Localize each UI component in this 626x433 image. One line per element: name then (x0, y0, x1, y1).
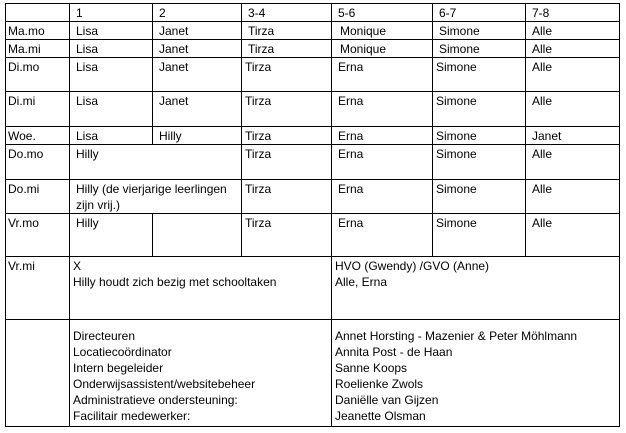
cell-group-1: Hilly (70, 214, 153, 257)
cell-group-5-6: Erna (332, 58, 433, 92)
staff-name: Annita Post - de Haan (335, 345, 453, 359)
header-cell-1: 1 (70, 4, 153, 22)
staff-label-empty (6, 320, 70, 427)
cell-group-3-4: Tirza (242, 40, 332, 58)
cell-group-1: Lisa (70, 58, 153, 92)
row-woe (6, 127, 620, 145)
cell-group-7-8: Alle (526, 145, 620, 180)
cell-group-3-4: Tirza (242, 214, 332, 257)
day-label: Do.mi (6, 180, 70, 214)
staff-role: Locatiecoördinator (73, 345, 172, 359)
cell-group-3-4: Tirza (242, 92, 332, 127)
staff-role: Directeuren (73, 329, 136, 343)
cell-group-6-7: Simone (433, 58, 526, 92)
cell-group-6-7: Simone (433, 22, 526, 40)
cell-group-7-8: Alle (526, 92, 620, 127)
cell-group-1: Lisa (70, 127, 153, 145)
schedule-table (5, 3, 620, 427)
row-domi (6, 180, 620, 214)
staff-role: Administratieve ondersteuning: (73, 393, 238, 407)
header-cell-2: 2 (153, 4, 242, 22)
day-label: Ma.mi (6, 40, 70, 58)
row-vrmo (6, 214, 620, 257)
row-domo (6, 145, 620, 180)
cell-group-3-4: Tirza (242, 58, 332, 92)
cell-group-6-7: Simone (433, 145, 526, 180)
cell-group-5-6: Erna (332, 92, 433, 127)
cell-group-3-4: Tirza (242, 180, 332, 214)
staff-name: Jeanette Olsman (335, 409, 426, 423)
cell-group-6-7: Simone (433, 127, 526, 145)
cell-group-2: Janet (153, 22, 242, 40)
cell-group-1-2: Hilly (de vierjarige leerlingen zijn vrij.) (70, 180, 242, 214)
cell-group-2: Janet (153, 58, 242, 92)
cell-group-2: Hilly (153, 127, 242, 145)
staff-row (6, 320, 620, 427)
cell-group-7-8: Alle (526, 40, 620, 58)
day-label: Ma.mo (6, 22, 70, 40)
row-mamo (6, 22, 620, 40)
staff-name: Annet Horsting - Mazenier & Peter Möhlmann (335, 329, 578, 343)
staff-name: Daniëlle van Gijzen (335, 393, 439, 407)
staff-role: Intern begeleider (73, 361, 164, 375)
staff-role: Onderwijsassistent/websitebeheer (73, 377, 256, 391)
cell-group-1: Lisa (70, 22, 153, 40)
cell-group-5-6: Monique (332, 22, 433, 40)
day-label: Di.mo (6, 58, 70, 92)
staff-role: Facilitair medewerker: (73, 409, 191, 423)
vrmi-right-cell (332, 257, 620, 320)
cell-group-1: Lisa (70, 92, 153, 127)
cell-group-5-6: Erna (332, 145, 433, 180)
cell-group-2: Janet (153, 92, 242, 127)
cell-group-1: Lisa (70, 40, 153, 58)
staff-names-cell (332, 320, 620, 427)
cell-group-5-6: Erna (332, 127, 433, 145)
day-label: Vr.mo (6, 214, 70, 257)
cell-group-3-4: Tirza (242, 22, 332, 40)
cell-group-7-8: Janet (526, 127, 620, 145)
staff-name: Sanne Koops (335, 361, 408, 375)
cell-group-5-6: Monique (332, 40, 433, 58)
header-cell-5-6: 5-6 (332, 4, 433, 22)
cell-group-7-8: Alle (526, 214, 620, 257)
header-cell-7-8: 7-8 (526, 4, 620, 22)
header-cell-6-7: 6-7 (433, 4, 526, 22)
cell-group-3-4: Tirza (242, 145, 332, 180)
cell-group-6-7: Simone (433, 92, 526, 127)
cell-group-6-7: Simone (433, 214, 526, 257)
staff-roles-cell (70, 320, 332, 427)
row-dimi (6, 92, 620, 127)
cell-group-2 (153, 214, 242, 257)
header-cell-3-4: 3-4 (242, 4, 332, 22)
cell-group-1-2: Hilly (70, 145, 242, 180)
cell-group-6-7: Simone (433, 40, 526, 58)
cell-group-7-8: Alle (526, 180, 620, 214)
day-label: Di.mi (6, 92, 70, 127)
cell-group-6-7: Simone (433, 180, 526, 214)
header-row (6, 4, 620, 22)
cell-group-7-8: Alle (526, 58, 620, 92)
day-label: Vr.mi (6, 257, 70, 320)
vrmi-left-line: X (73, 259, 82, 273)
row-dimo (6, 58, 620, 92)
header-cell-empty (6, 4, 70, 22)
day-label: Woe. (6, 127, 70, 145)
cell-group-3-4: Tirza (242, 127, 332, 145)
vrmi-left-cell (70, 257, 332, 320)
cell-group-5-6: Erna (332, 180, 433, 214)
vrmi-right-line: Alle, Erna (335, 275, 388, 289)
vrmi-left-line: Hilly houdt zich bezig met schooltaken (73, 275, 277, 289)
cell-group-7-8: Alle (526, 22, 620, 40)
cell-group-2: Janet (153, 40, 242, 58)
row-vrmi (6, 257, 620, 320)
cell-group-5-6: Erna (332, 214, 433, 257)
day-label: Do.mo (6, 145, 70, 180)
row-mami (6, 40, 620, 58)
vrmi-right-line: HVO (Gwendy) /GVO (Anne) (335, 259, 490, 273)
staff-name: Roelienke Zwols (335, 377, 424, 391)
